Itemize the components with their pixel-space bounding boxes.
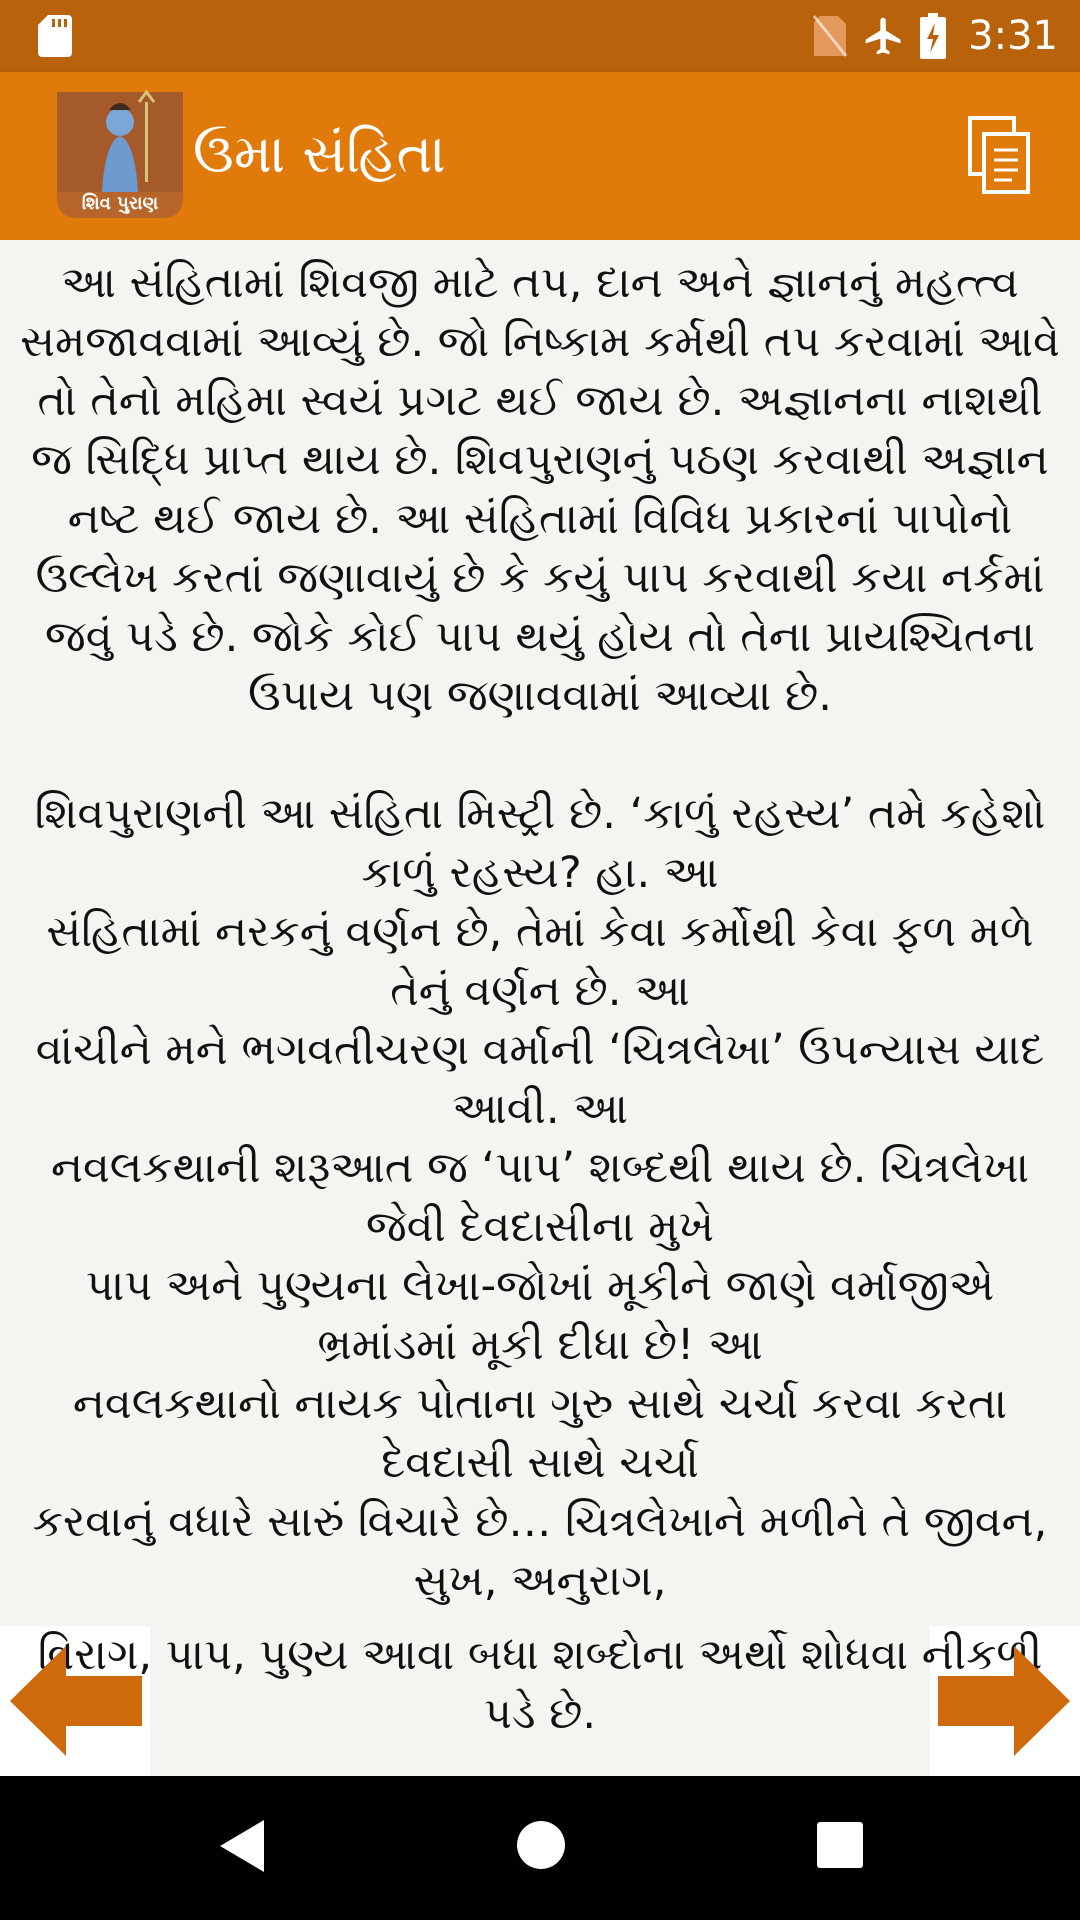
app-logo-label: શિવ પુરાણ [81,193,159,214]
sd-card-icon [38,15,72,57]
paragraph-2-line-5: પાપ અને પુણ્યના લેખા-જોખાં મૂકીને જાણે વર્માજીએ ભ્રમાંડમાં મૂકી દીધા છે! આ [85,1261,995,1370]
app-logo[interactable] [57,92,183,218]
system-navigation-bar [0,1776,1080,1920]
recents-icon[interactable] [817,1822,863,1868]
paragraph-2-line-3: વાંચીને મને ભગવતીચરણ વર્માની ‘ચિત્રલેખા’ ઉપન્યાસ યાદ આવી. આ [35,1025,1045,1134]
paragraph-2-line-1: શિવપુરાણની આ સંહિતા મિસ્ટ્રી છે. ‘કાળું રહસ્ય’ તમે કહેશો કાળું રહસ્ય? હા. આ [34,789,1046,898]
paragraph-2-line-4: નવલકથાની શરૂઆત જ ‘પાપ’ શબ્દથી થાય છે. ચિત્રલેખા જેવી દેવદાસીના મુખે [50,1143,1030,1252]
paragraph-2-line-7: કરવાનું વધારે સારું વિચારે છે… ચિત્રલેખાને મળીને તે જીવન, સુખ, અનુરાગ, [32,1497,1048,1606]
paragraph-2-line-2: સંહિતામાં નરકનું વર્ણન છે, તેમાં કેવા કર્મોથી કેવા ફળ મળે તેનું વર્ણન છે. આ [46,907,1034,1016]
app-bar [0,72,1080,240]
bottom-navigation [0,1626,1080,1776]
copy-pages-icon[interactable] [968,116,1032,196]
paragraph-2-line-8: વિરાગ, પાપ, પુણ્ય આવા બધા શબ્દોના અર્થો શોધવા નીકળી પડે છે. [37,1630,1043,1739]
shiva-image-icon [57,92,183,192]
status-icons [812,10,1058,62]
status-time: 3:31 [968,13,1058,59]
paragraph-1: આ સંહિતામાં શિવજી માટે તપ, દાન અને જ્ઞાનનું મહત્ત્વ સમજાવવામાં આવ્યું છે. જો નિષ્કામ કર્મથી તપ કરવામાં આવે તો તેનો મહિમા સ્વયં પ્રગટ થઈ જાય છે. અજ્ઞાનના નાશથી જ સિદ્ધિ પ્રાપ્ત થાય છે. શિવપુરાણનું પઠણ કરવાથી અજ્ઞાન નષ્ટ થઈ જાય છે. આ સંહિતામાં વિવિધ પ્રકારનાં પાપોનો ઉલ્લેખ કરતાં જણાવાયું છે કે કયું પાપ કરવાથી કયા નર્કમાં જવું પડે છે. જોકે કોઈ પાપ થયું હોય તો તેના પ્રાયશ્ચિતના ઉપાય પણ જણાવવામાં આવ્યા છે. [20,258,1060,721]
airplane-mode-icon [862,14,906,58]
article-content[interactable] [0,240,1080,1626]
arrow-left-icon[interactable] [6,1644,142,1758]
paragraph-2-line-6: નવલકથાનો નાયક પોતાના ગુરુ સાથે ચર્ચા કરવા કરતા દેવદાસી સાથે ચર્ચા [72,1379,1008,1488]
status-bar [0,0,1080,72]
back-icon[interactable] [216,1818,266,1874]
battery-charging-icon [920,13,946,59]
page-title: ઉમા સંહિતા [193,122,446,185]
arrow-right-icon[interactable] [938,1644,1074,1758]
no-sim-icon [812,14,848,58]
last-line-container [37,1626,1043,1776]
home-icon[interactable] [515,1819,567,1871]
